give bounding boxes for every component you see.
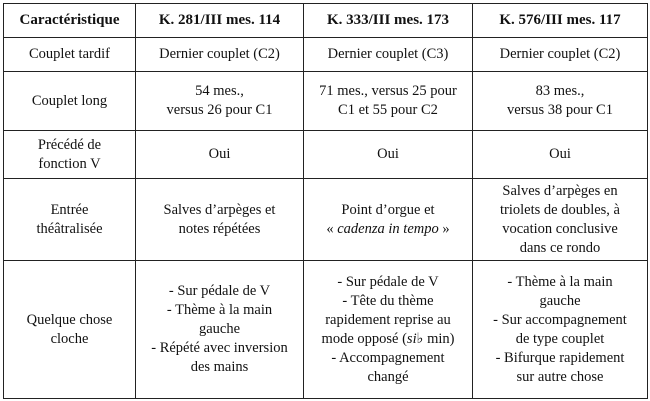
cell-cloche-k333 bbox=[304, 261, 473, 399]
mode-prefix: mode opposé ( bbox=[321, 330, 407, 347]
cell-precede-k281: Oui bbox=[136, 131, 304, 179]
cell-precede-k576: Oui bbox=[473, 131, 648, 179]
cell-tardif-k576: Dernier couplet (C2) bbox=[473, 38, 648, 72]
cell-line: 83 mes., bbox=[535, 83, 585, 99]
cell-line bbox=[310, 330, 466, 349]
cell-line: 54 mes., bbox=[195, 83, 244, 99]
row-couplet-tardif bbox=[4, 38, 648, 72]
label-entree bbox=[4, 179, 136, 261]
row-entree-theatralisee bbox=[4, 179, 648, 261]
cell-line: dans ce rondo bbox=[519, 239, 601, 256]
cell-line: théâtralisée bbox=[36, 220, 103, 237]
cell-line: cloche bbox=[50, 330, 89, 347]
header-characteristic: Caractéristique bbox=[4, 4, 136, 38]
mode-key-italic: si♭ bbox=[406, 330, 424, 347]
cell-line: 71 mes., versus 25 pour bbox=[319, 83, 457, 99]
cell-line: C1 et 55 pour C2 bbox=[338, 102, 438, 118]
cell-line: versus 26 pour C1 bbox=[166, 102, 273, 118]
cell-line: des mains bbox=[190, 359, 249, 375]
cell-tardif-k333: Dernier couplet (C3) bbox=[304, 38, 473, 72]
cell-line: de type couplet bbox=[515, 330, 605, 347]
cell-long-k333 bbox=[304, 72, 473, 131]
row-precede-fonction-v bbox=[4, 131, 648, 179]
cell-cloche-k576 bbox=[473, 261, 648, 399]
label-precede bbox=[4, 131, 136, 179]
cell-line: sur autre chose bbox=[516, 368, 604, 385]
cell-line: gauche bbox=[198, 321, 241, 337]
cell-line: rapidement reprise au bbox=[325, 311, 451, 328]
label-couplet-tardif: Couplet tardif bbox=[4, 38, 136, 72]
row-quelque-chose-cloche bbox=[4, 261, 648, 399]
cell-line: notes répétées bbox=[178, 220, 261, 237]
cadenza-italic: cadenza in tempo bbox=[337, 220, 439, 237]
cell-line: fonction V bbox=[38, 155, 101, 172]
cell-entree-k333 bbox=[304, 179, 473, 261]
row-couplet-long bbox=[4, 72, 648, 131]
cell-long-k576 bbox=[473, 72, 648, 131]
cell-line bbox=[310, 220, 466, 239]
cell-line: - Thème à la main bbox=[166, 302, 273, 318]
cell-line: triolets de doubles, à bbox=[499, 201, 620, 218]
cell-line: - Thème à la main bbox=[507, 273, 613, 290]
cell-long-k281 bbox=[136, 72, 304, 131]
cell-line: Précédé de bbox=[37, 136, 102, 153]
cell-line: - Accompagnement bbox=[331, 349, 445, 366]
cell-line: changé bbox=[367, 368, 409, 385]
mode-suffix: min) bbox=[423, 330, 455, 347]
cell-precede-k333: Oui bbox=[304, 131, 473, 179]
cell-line: Salves d’arpèges en bbox=[502, 182, 618, 199]
label-couplet-long: Couplet long bbox=[4, 72, 136, 131]
cell-entree-k576 bbox=[473, 179, 648, 261]
cell-line: - Sur accompagnement bbox=[493, 311, 627, 328]
cell-line: Entrée bbox=[50, 201, 89, 218]
comparison-table bbox=[3, 3, 648, 399]
cell-line: Salves d’arpèges et bbox=[163, 201, 276, 218]
cell-line: Quelque chose bbox=[26, 311, 113, 328]
cell-line: - Répété avec inversion bbox=[151, 340, 288, 356]
cell-line: - Bifurque rapidement bbox=[495, 349, 625, 366]
quote-open: « bbox=[326, 220, 338, 237]
label-cloche bbox=[4, 261, 136, 399]
cell-line: - Sur pédale de V bbox=[168, 283, 271, 299]
cell-entree-k281 bbox=[136, 179, 304, 261]
cell-tardif-k281: Dernier couplet (C2) bbox=[136, 38, 304, 72]
quote-close: » bbox=[438, 220, 450, 237]
comparison-table-frame bbox=[3, 3, 647, 398]
cell-line: vocation conclusive bbox=[502, 220, 618, 237]
header-row bbox=[4, 4, 648, 38]
cell-line: versus 38 pour C1 bbox=[507, 102, 613, 118]
cell-cloche-k281 bbox=[136, 261, 304, 399]
header-k333: K. 333/III mes. 173 bbox=[304, 4, 473, 38]
cell-line: Point d’orgue et bbox=[341, 201, 435, 218]
cell-line: - Tête du thème bbox=[342, 292, 434, 309]
header-k576: K. 576/III mes. 117 bbox=[473, 4, 648, 38]
cell-line: gauche bbox=[539, 292, 581, 309]
cell-line: - Sur pédale de V bbox=[337, 273, 439, 290]
header-k281: K. 281/III mes. 114 bbox=[136, 4, 304, 38]
